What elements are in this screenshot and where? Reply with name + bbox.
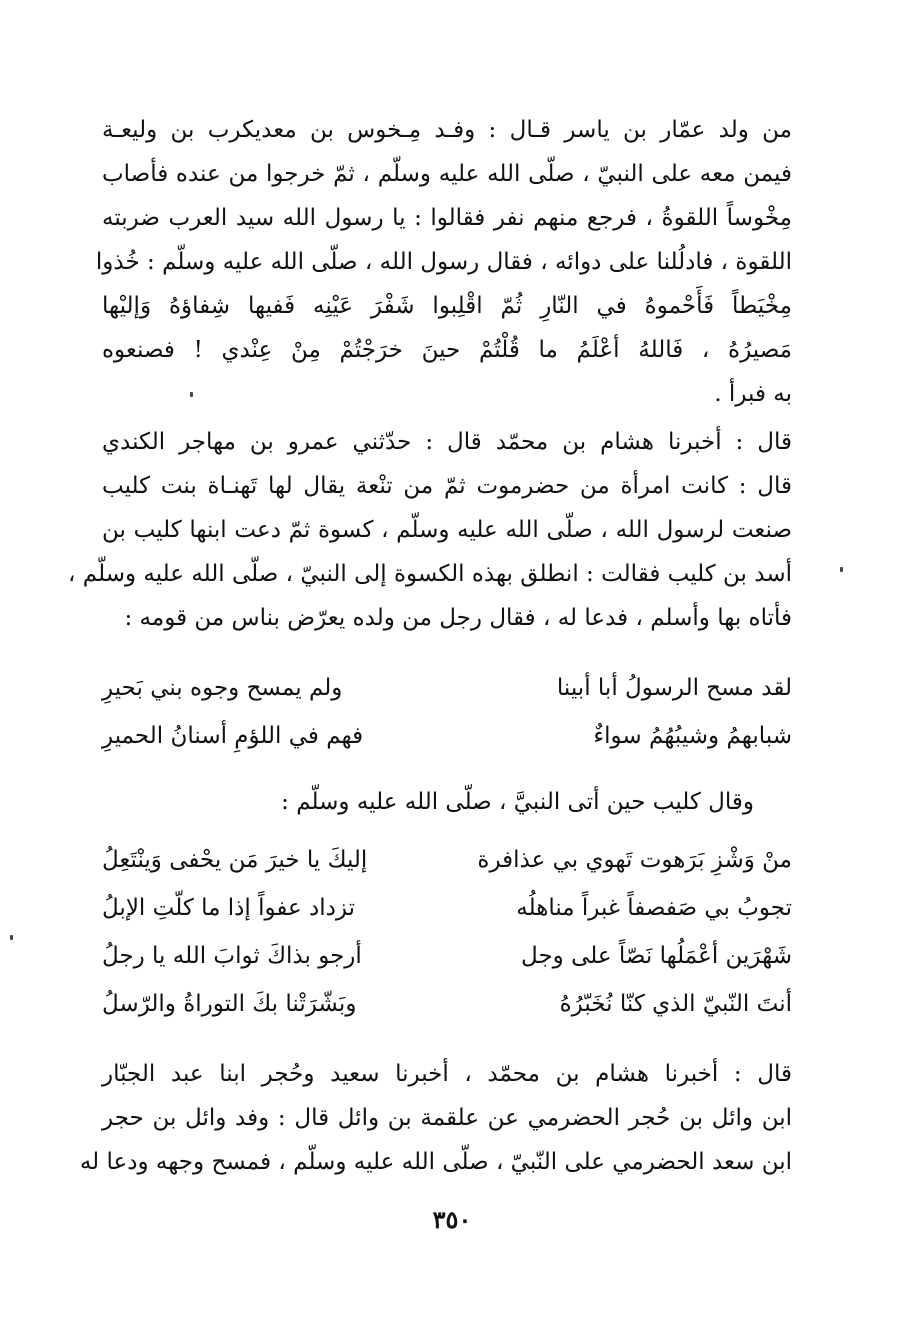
text-line: به فبرأ . [714,381,792,407]
first-hemistich: أنتَ النّبيّ الذي كنّا نُخَبّرُهُ [559,991,792,1017]
second-hemistich: إليكَ يا خيرَ مَن يحْفى وَينْتَعِلُ [102,847,368,873]
second-hemistich: تزداد عفواً إذا ما كلّتِ الإبلُ [102,895,355,921]
text-line: مِخْيَطاً فَأَحْموهُ في النّارِ ثُمّ اقْلِبوا شَفْرَ عَيْنِه فَفيها شِفاؤهُ وَإليْها [102,293,792,319]
poem-1 [102,664,792,760]
text-line: صنعت لرسول الله ، صلّى الله عليه وسلّم ، كسوة ثمّ دعت ابنها كليب بن [102,517,792,543]
text-line: قال : أخبرنا هشام بن محمّد ، أخبرنا سعيد وحُجر ابنا عبد الجبّار [102,1061,792,1087]
first-hemistich: تجوبُ بي صَفصفاً غبراً مناهلُه [516,895,792,921]
text-line: مَصيرُهُ ، فَاللهُ أعْلَمُ ما قُلْتُمْ حينَ خرَجْتُمْ مِنْ عِنْدي ! فصنعوه [102,337,792,363]
text-line: فأتاه بها وأسلم ، فدعا له ، فقال رجل من ولده يعرّض بناس من قومه : [124,605,792,631]
paragraph-1 [95,108,792,416]
first-hemistich: منْ وَشْزِ بَرَهوت تَهوي بي عذافرة [477,847,792,873]
paragraph-3 [79,1052,792,1184]
second-hemistich: أرجو بذاكَ ثوابَ الله يا رجلُ [102,943,362,969]
verse-line [102,836,792,884]
text-line: اللقوة ، فادلُلنا على دوائه ، فقال رسول الله ، صلّى الله عليه وسلّم : خُذوا [95,249,792,275]
text-line: من ولد عمّار بن ياسر قـال : وفـد مِـخوس بن معديكرب بن وليعـة [102,117,792,143]
verse-line [102,884,792,932]
text-line: أسد بن كليب فقالت : انطلق بهذه الكسوة إلى النبيّ ، صلّى الله عليه وسلّم ، [68,561,792,587]
verse-line [102,980,792,1028]
verse-line [102,664,792,712]
text-line: فيمن معه على النبيّ ، صلّى الله عليه وسلّم ، ثمّ خرجوا من عنده فأصاب [102,161,792,187]
text-line: ابن وائل بن حُجر الحضرمي عن علقمة بن وائل قال : وفد وائل بن حجر [102,1105,792,1131]
verse-line [102,932,792,980]
poem-intro: وقال كليب حين أتى النبيَّ ، صلّى الله عليه وسلّم : [281,789,754,815]
first-hemistich: شبابهمُ وشيبُهُمُ سواءٌ [593,723,792,749]
first-hemistich: شَهْرَين أعْمَلُها نَصّاً على وجل [521,943,792,969]
second-hemistich: وبَشّرَتْنا بكَ التوراةُ والرّسلُ [102,991,357,1017]
first-hemistich: لقد مسح الرسولُ أبا أبينا [556,675,792,701]
ink-speck [840,567,843,572]
text-line: قال : أخبرنا هشام بن محمّد قال : حدّثني عمرو بن مهاجر الكندي [102,429,792,455]
poem-2 [102,836,792,1028]
paragraph-2 [68,420,792,640]
ink-speck [190,392,193,397]
text-line: ابن سعد الحضرمي على النّبيّ ، صلّى الله عليه وسلّم ، فمسح وجهه ودعا له [79,1149,792,1175]
text-line: قال : كانت امرأة من حضرموت ثمّ من تنْعة يقال لها تَهنـاة بنت كليب [102,473,792,499]
verse-line [102,712,792,760]
second-hemistich: فهم في اللؤمِ أسنانُ الحميرِ [102,723,364,749]
page-number: ٣٥٠ [432,1205,472,1234]
second-hemistich: ولم يمسح وجوه بني بَحيرِ [102,675,343,701]
ink-speck [10,935,13,940]
text-line: مِخْوساً اللقوةُ ، فرجع منهم نفر فقالوا : يا رسول الله سيد العرب ضربته [102,205,792,231]
